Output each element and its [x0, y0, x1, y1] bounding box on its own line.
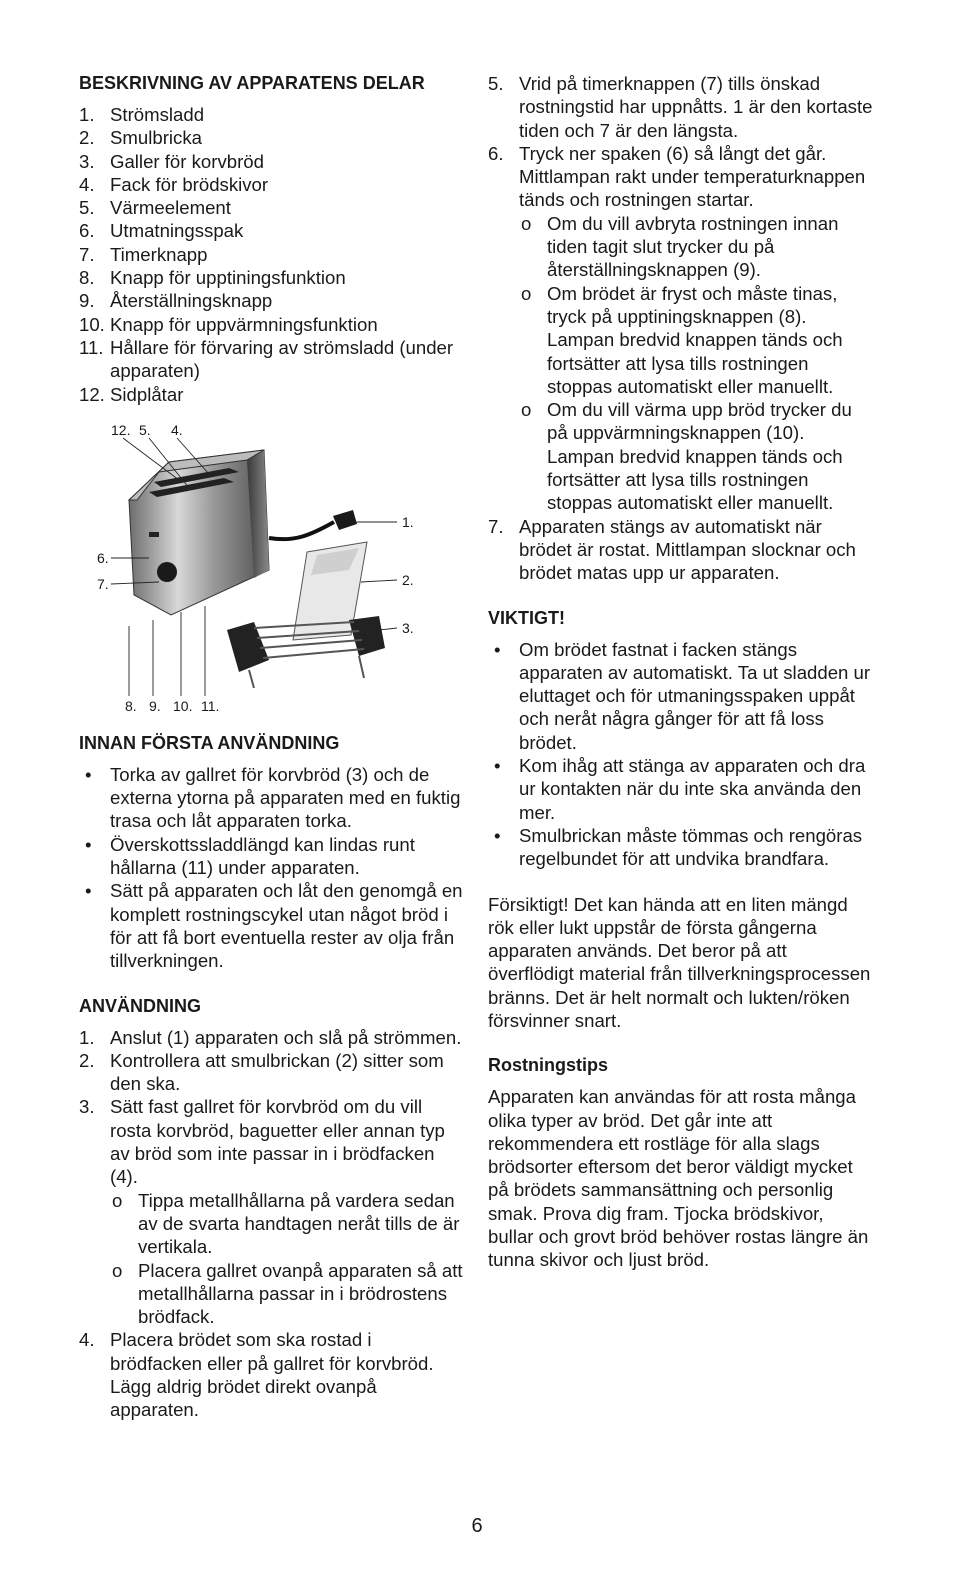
list-item: 9. Återställningsknapp	[79, 290, 273, 312]
list-item: 6. Tryck ner spaken (6) så långt det går. Mittlampan rakt under temperaturknappen tänds och rostningen startar. o Om du vill avbryta rostningen innan tiden tagit slut trycker du på återställningsknappen (9). o Om brödet är fryst och måste tinas, tryck på upptiningsknappen (8). Lampan bredvid knappen tänds och fortsätter att lysa tills rostningen stoppas automatiskt eller manuellt. o Om du vill värma upp bröd trycker du på uppvärmningsknappen (10). Lampan bredvid knappen tänds och fortsätter att lysa tills rostningen stoppas automatiskt eller manuellt.	[488, 142, 873, 515]
usage-heading: ANVÄNDNING	[79, 995, 202, 1016]
label-10: 10.	[173, 697, 193, 714]
timer-knob	[157, 562, 177, 582]
list-item: 8. Knapp för upptiningsfunktion	[79, 267, 346, 289]
usage-list	[79, 1026, 464, 1422]
parts-list	[79, 103, 464, 406]
list-item: 2. Smulbricka	[79, 127, 202, 149]
caution-paragraph: Försiktigt! Det kan hända att en liten mängd rök eller lukt uppstår de första gångerna apparaten används. Det beror på att överflödigt material från tillverkningsprocessen bränns. Det är helt normalt och lukten/röken försvinner snart.	[488, 893, 871, 1031]
list-item: 11. Hållare för förvaring av strömsladd (under apparaten)	[79, 336, 454, 382]
list-item: 12. Sidplåtar	[79, 383, 184, 405]
tips-paragraph: Apparaten kan användas för att rosta många olika typer av bröd. Det går inte att rekommendera ett rostläge för alla slags brödsorter eftersom det beror väldigt mycket på brödets sammansättning och personlig smak. Prova dig fram. Tjocka brödskivor, bullar och grovt bröd behöver rostas längre än tunna skivor och ljust bröd.	[488, 1086, 869, 1271]
list-item: 7. Apparaten stängs av automatiskt när brödet är rostat. Mittlampan slocknar och brödet matas upp ur apparaten.	[488, 515, 856, 584]
label-8: 8.	[125, 697, 137, 714]
list-item: 4. Fack för brödskivor	[79, 173, 269, 195]
list-item: 3. Sätt fast gallret för korvbröd om du vill rosta korvbröd, baguetter eller annan typ av bröd som inte passar in i brödfacken (4). o Tippa metallhållarna på vardera sedan av de svarta handtagen neråt tills de är vertikala. o Placera gallret ovanpå apparaten så att metallhållarna passar in i brödrostens brödfack.	[79, 1096, 463, 1328]
label-11: 11.	[201, 697, 220, 714]
list-item: 10. Knapp för uppvärmningsfunktion	[79, 313, 378, 335]
power-cord	[269, 522, 334, 539]
toaster-illustration	[79, 420, 464, 720]
list-item: 2. Kontrollera att smulbrickan (2) sitter som den ska.	[79, 1049, 444, 1095]
list-item: • Kom ihåg att stänga av apparaten och dra ur kontakten när du inte ska använda den mer.	[494, 755, 866, 823]
label-12: 12.	[111, 421, 131, 438]
label-5: 5.	[139, 421, 151, 438]
label-3: 3.	[402, 619, 414, 636]
page-number: 6	[471, 1515, 483, 1537]
list-item: • Torka av gallret för korvbröd (3) och de externa ytorna på apparaten med en fuktig trasa och låt apparaten torka.	[85, 763, 461, 832]
label-2: 2.	[402, 571, 414, 588]
important-heading: VIKTIGT!	[488, 607, 565, 628]
sub-list	[519, 212, 873, 515]
sub-item: o Om du vill värma upp bröd trycker du på uppvärmningsknappen (10). Lampan bredvid knappen tänds och fortsätter att lysa tills rostningen stoppas automatiskt eller manuellt.	[521, 399, 852, 514]
first-use-list	[79, 763, 464, 973]
list-item: 5. Vrid på timerknappen (7) tills önskad rostningstid har uppnåtts. 1 är den kortaste tiden och 7 är den längsta.	[488, 73, 873, 141]
sub-list	[110, 1189, 464, 1329]
first-use-heading: INNAN FÖRSTA ANVÄNDNING	[79, 732, 340, 753]
left-column	[79, 72, 464, 1422]
list-item: 5. Värmeelement	[79, 197, 231, 219]
sub-item: o Om brödet är fryst och måste tinas, tryck på upptiningsknappen (8). Lampan bredvid knappen tänds och fortsätter att lysa tills rostningen stoppas automatiskt eller manuellt.	[521, 282, 843, 397]
list-item: 7. Timerknapp	[79, 243, 208, 265]
lever	[149, 532, 159, 537]
important-list	[488, 638, 873, 871]
list-item: 3. Galler för korvbröd	[79, 150, 264, 172]
sub-item: o Om du vill avbryta rostningen innan tiden tagit slut trycker du på återställningsknappen (9).	[521, 212, 839, 281]
sub-item: o Tippa metallhållarna på vardera sedan av de svarta handtagen neråt tills de är vertikala.	[112, 1189, 460, 1258]
label-7: 7.	[97, 575, 109, 592]
right-column	[488, 72, 873, 1272]
list-item: • Smulbrickan måste tömmas och rengöras regelbundet för att undvika brandfara.	[494, 824, 863, 870]
plug	[333, 510, 357, 530]
label-6: 6.	[97, 549, 109, 566]
sub-item: o Placera gallret ovanpå apparaten så att metallhållarna passar in i brödrostens brödfack.	[112, 1259, 463, 1328]
list-item: • Överskottssladdlängd kan lindas runt hållarna (11) under apparaten.	[85, 833, 415, 879]
list-item: • Sätt på apparaten och låt den genomgå en komplett rostningscykel utan något bröd i för att få bort eventuella rester av olja från tillverkningen.	[85, 880, 463, 972]
usage-list-continued	[488, 72, 873, 585]
toaster-diagram	[79, 420, 464, 720]
label-9: 9.	[149, 697, 161, 714]
list-item: 6. Utmatningsspak	[79, 220, 244, 242]
list-item: 4. Placera brödet som ska rostad i brödfacken eller på gallret för korvbröd. Lägg aldrig brödet direkt ovanpå apparaten.	[79, 1329, 434, 1421]
list-item: • Om brödet fastnat i facken stängs apparaten av automatiskt. Ta ut sladden ur eluttaget och för utmaningsspaken uppåt och neråt några gånger för att få loss brödet.	[494, 638, 871, 753]
label-1: 1.	[402, 513, 414, 530]
tips-heading: Rostningstips	[488, 1055, 608, 1076]
list-item: 1. Strömsladd	[79, 104, 205, 125]
label-4: 4.	[171, 421, 183, 438]
parts-heading: BESKRIVNING AV APPARATENS DELAR	[79, 73, 425, 93]
list-item: 1. Anslut (1) apparaten och slå på strömmen.	[79, 1026, 462, 1048]
